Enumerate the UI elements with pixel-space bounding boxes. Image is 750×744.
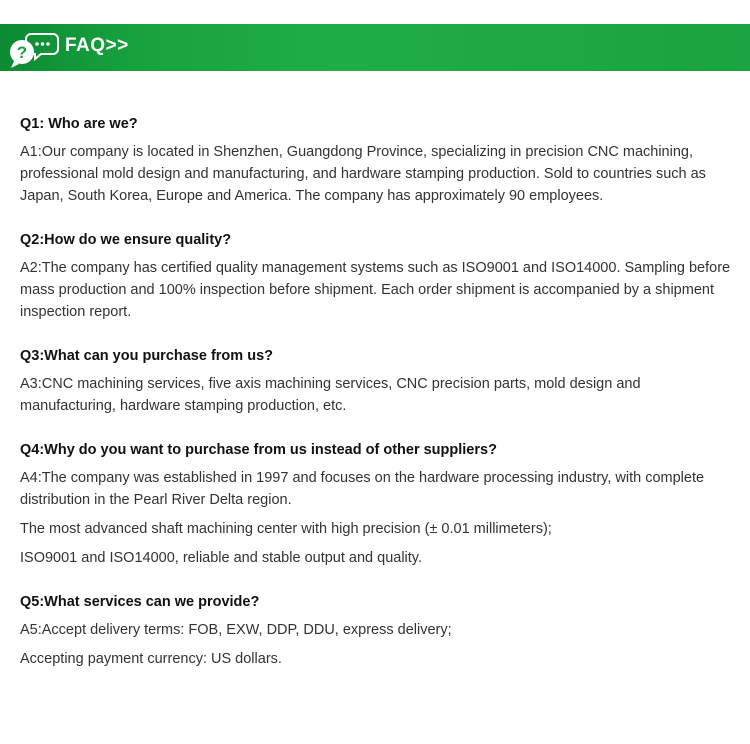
faq-answer: Accepting payment currency: US dollars. (20, 651, 282, 667)
faq-question: Q4:Why do you want to purchase from us instead of other suppliers? (20, 442, 497, 458)
faq-answer: A1:Our company is located in Shenzhen, Guangdong Province, specializing in precision CNC machining, professional mold design and manufacturing, and hardware stamping production. Sold to countries such as Japan, South Korea, Europe and America. The company has approximately 90 employees. (20, 144, 706, 204)
faq-answer: A4:The company was established in 1997 and focuses on the hardware processing industry, with complete distribution in the Pearl River Delta region. (20, 470, 705, 508)
banner-title: FAQ>> (65, 35, 129, 56)
faq-question: Q1: Who are we? (20, 116, 138, 132)
faq-list (20, 113, 736, 692)
faq-answer: A3:CNC machining services, five axis machining services, CNC precision parts, mold design and manufacturing, hardware stamping production, etc. (20, 376, 641, 414)
faq-question: Q2:How do we ensure quality? (20, 232, 232, 248)
faq-answer: The most advanced shaft machining center with high precision (± 0.01 millimeters); (20, 521, 552, 537)
faq-item-3 (20, 345, 736, 417)
faq-question: Q3:What can you purchase from us? (20, 348, 273, 364)
faq-banner (0, 24, 750, 71)
faq-item-1 (20, 113, 736, 207)
faq-answer: A5:Accept delivery terms: FOB, EXW, DDP, DDU, express delivery; (20, 622, 452, 638)
faq-item-2 (20, 229, 736, 323)
faq-answer: ISO9001 and ISO14000, reliable and stable output and quality. (20, 550, 422, 566)
faq-item-5 (20, 591, 736, 670)
svg-text:?: ? (16, 43, 28, 62)
question-chat-bubble-icon (4, 31, 60, 71)
faq-answer: A2:The company has certified quality management systems such as ISO9001 and ISO14000. Sampling before mass production and 100% inspection before shipment. Each order shipment is accompanied by a shipment inspection report. (20, 260, 731, 320)
top-strip (0, 0, 750, 24)
faq-item-4 (20, 439, 736, 569)
faq-question: Q5:What services can we provide? (20, 594, 260, 610)
